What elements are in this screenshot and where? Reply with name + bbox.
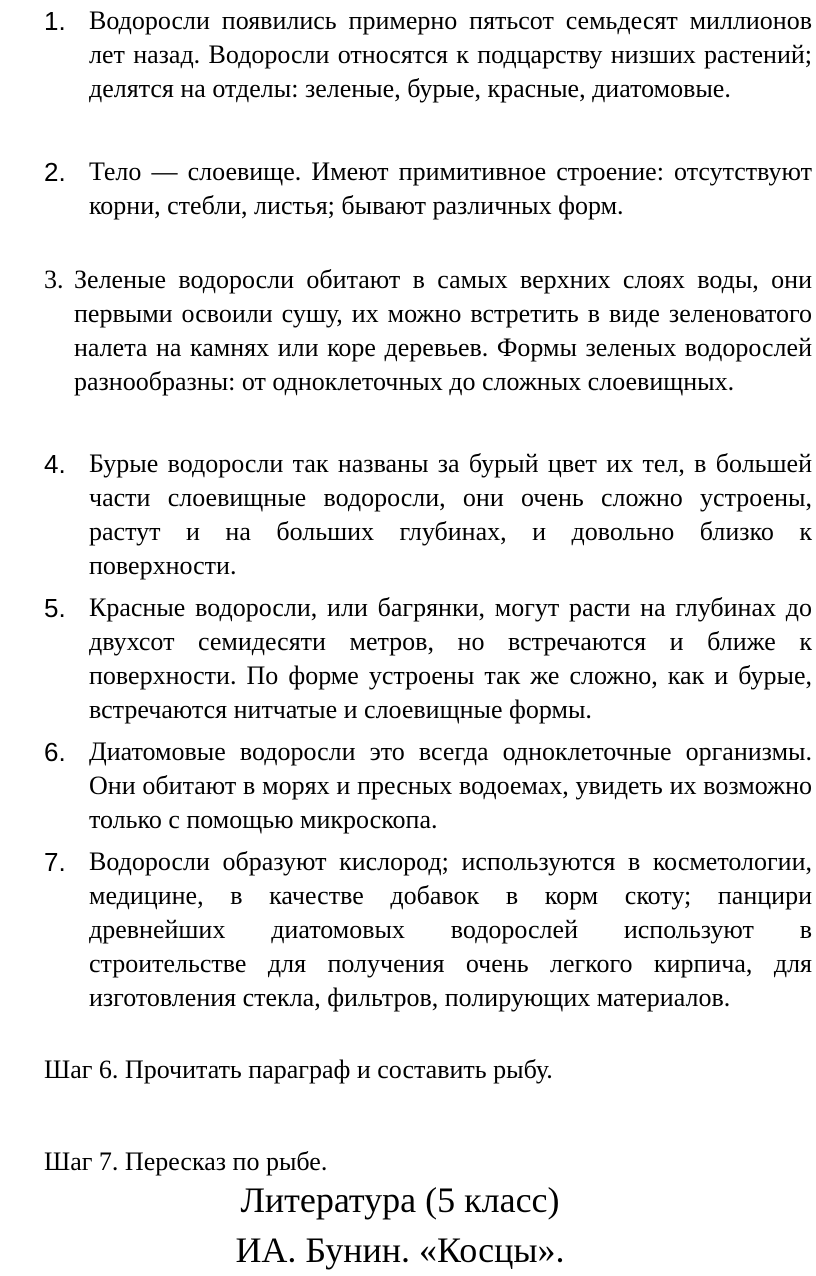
list-number: 4. (44, 449, 66, 479)
list-number: 6. (44, 737, 66, 767)
list-item-6 (44, 735, 812, 837)
section-heading-subject: Литература (5 класс) (240, 1180, 560, 1220)
list-number: 5. (44, 593, 66, 623)
list-item-text: Бурые водоросли так названы за бурый цвет их тел, в большей части слоевищные водоросли, они очень сложно устроены, растут и на больших глубинах, и довольно близко к поверхности. (89, 449, 812, 580)
step-6-text: Шаг 6. Прочитать параграф и составить рыбу. (44, 1055, 553, 1084)
list-number: 3. (44, 265, 64, 294)
list-item-5 (44, 591, 812, 727)
list-item-4 (44, 447, 812, 583)
list-item-text: Тело — слоевище. Имеют примитивное строение: отсутствуют корни, стебли, листья; бывают различных форм. (89, 157, 812, 220)
step-7-text: Шаг 7. Пересказ по рыбе. (44, 1147, 328, 1176)
section-heading-work: ИА. Бунин. «Косцы». (235, 1230, 565, 1270)
list-item-text: Диатомовые водоросли это всегда одноклеточные организмы. Они обитают в морях и пресных водоемах, увидеть их возможно только с помощью микроскопа. (89, 737, 812, 834)
list-item-text: Водоросли появились примерно пятьсот семьдесят миллионов лет назад. Водоросли относятся к подцарству низших растений; делятся на отделы: зеленые, бурые, красные, диатомовые. (89, 6, 812, 103)
list-number: 2. (44, 157, 66, 187)
list-item-text: Зеленые водоросли обитают в самых верхних слоях воды, они первыми освоили сушу, их можно встретить в виде зеленоватого налета на камнях или коре деревьев. Формы зеленых водорослей разнообразны: от одноклеточных до сложных слоевищных. (74, 265, 812, 396)
list-number: 7. (44, 847, 66, 877)
list-item-7 (44, 845, 812, 1015)
list-item-text: Водоросли образуют кислород; используются в косметологии, медицине, в качестве добавок в корм скоту; панцири древнейших диатомовых водорослей используют в строительстве для получения очень легкого кирпича, для изготовления стекла, фильтров, полирующих материалов. (89, 847, 812, 1012)
list-item-3 (44, 263, 812, 399)
list-item-1 (44, 4, 812, 106)
list-item-text: Красные водоросли, или багрянки, могут расти на глубинах до двухсот семидесяти метров, но встречаются и ближе к поверхности. По форме устроены так же сложно, как и бурые, встречаются нитчатые и слоевищные формы. (89, 593, 812, 724)
list-number: 1. (44, 6, 66, 36)
list-item-2 (44, 155, 812, 223)
